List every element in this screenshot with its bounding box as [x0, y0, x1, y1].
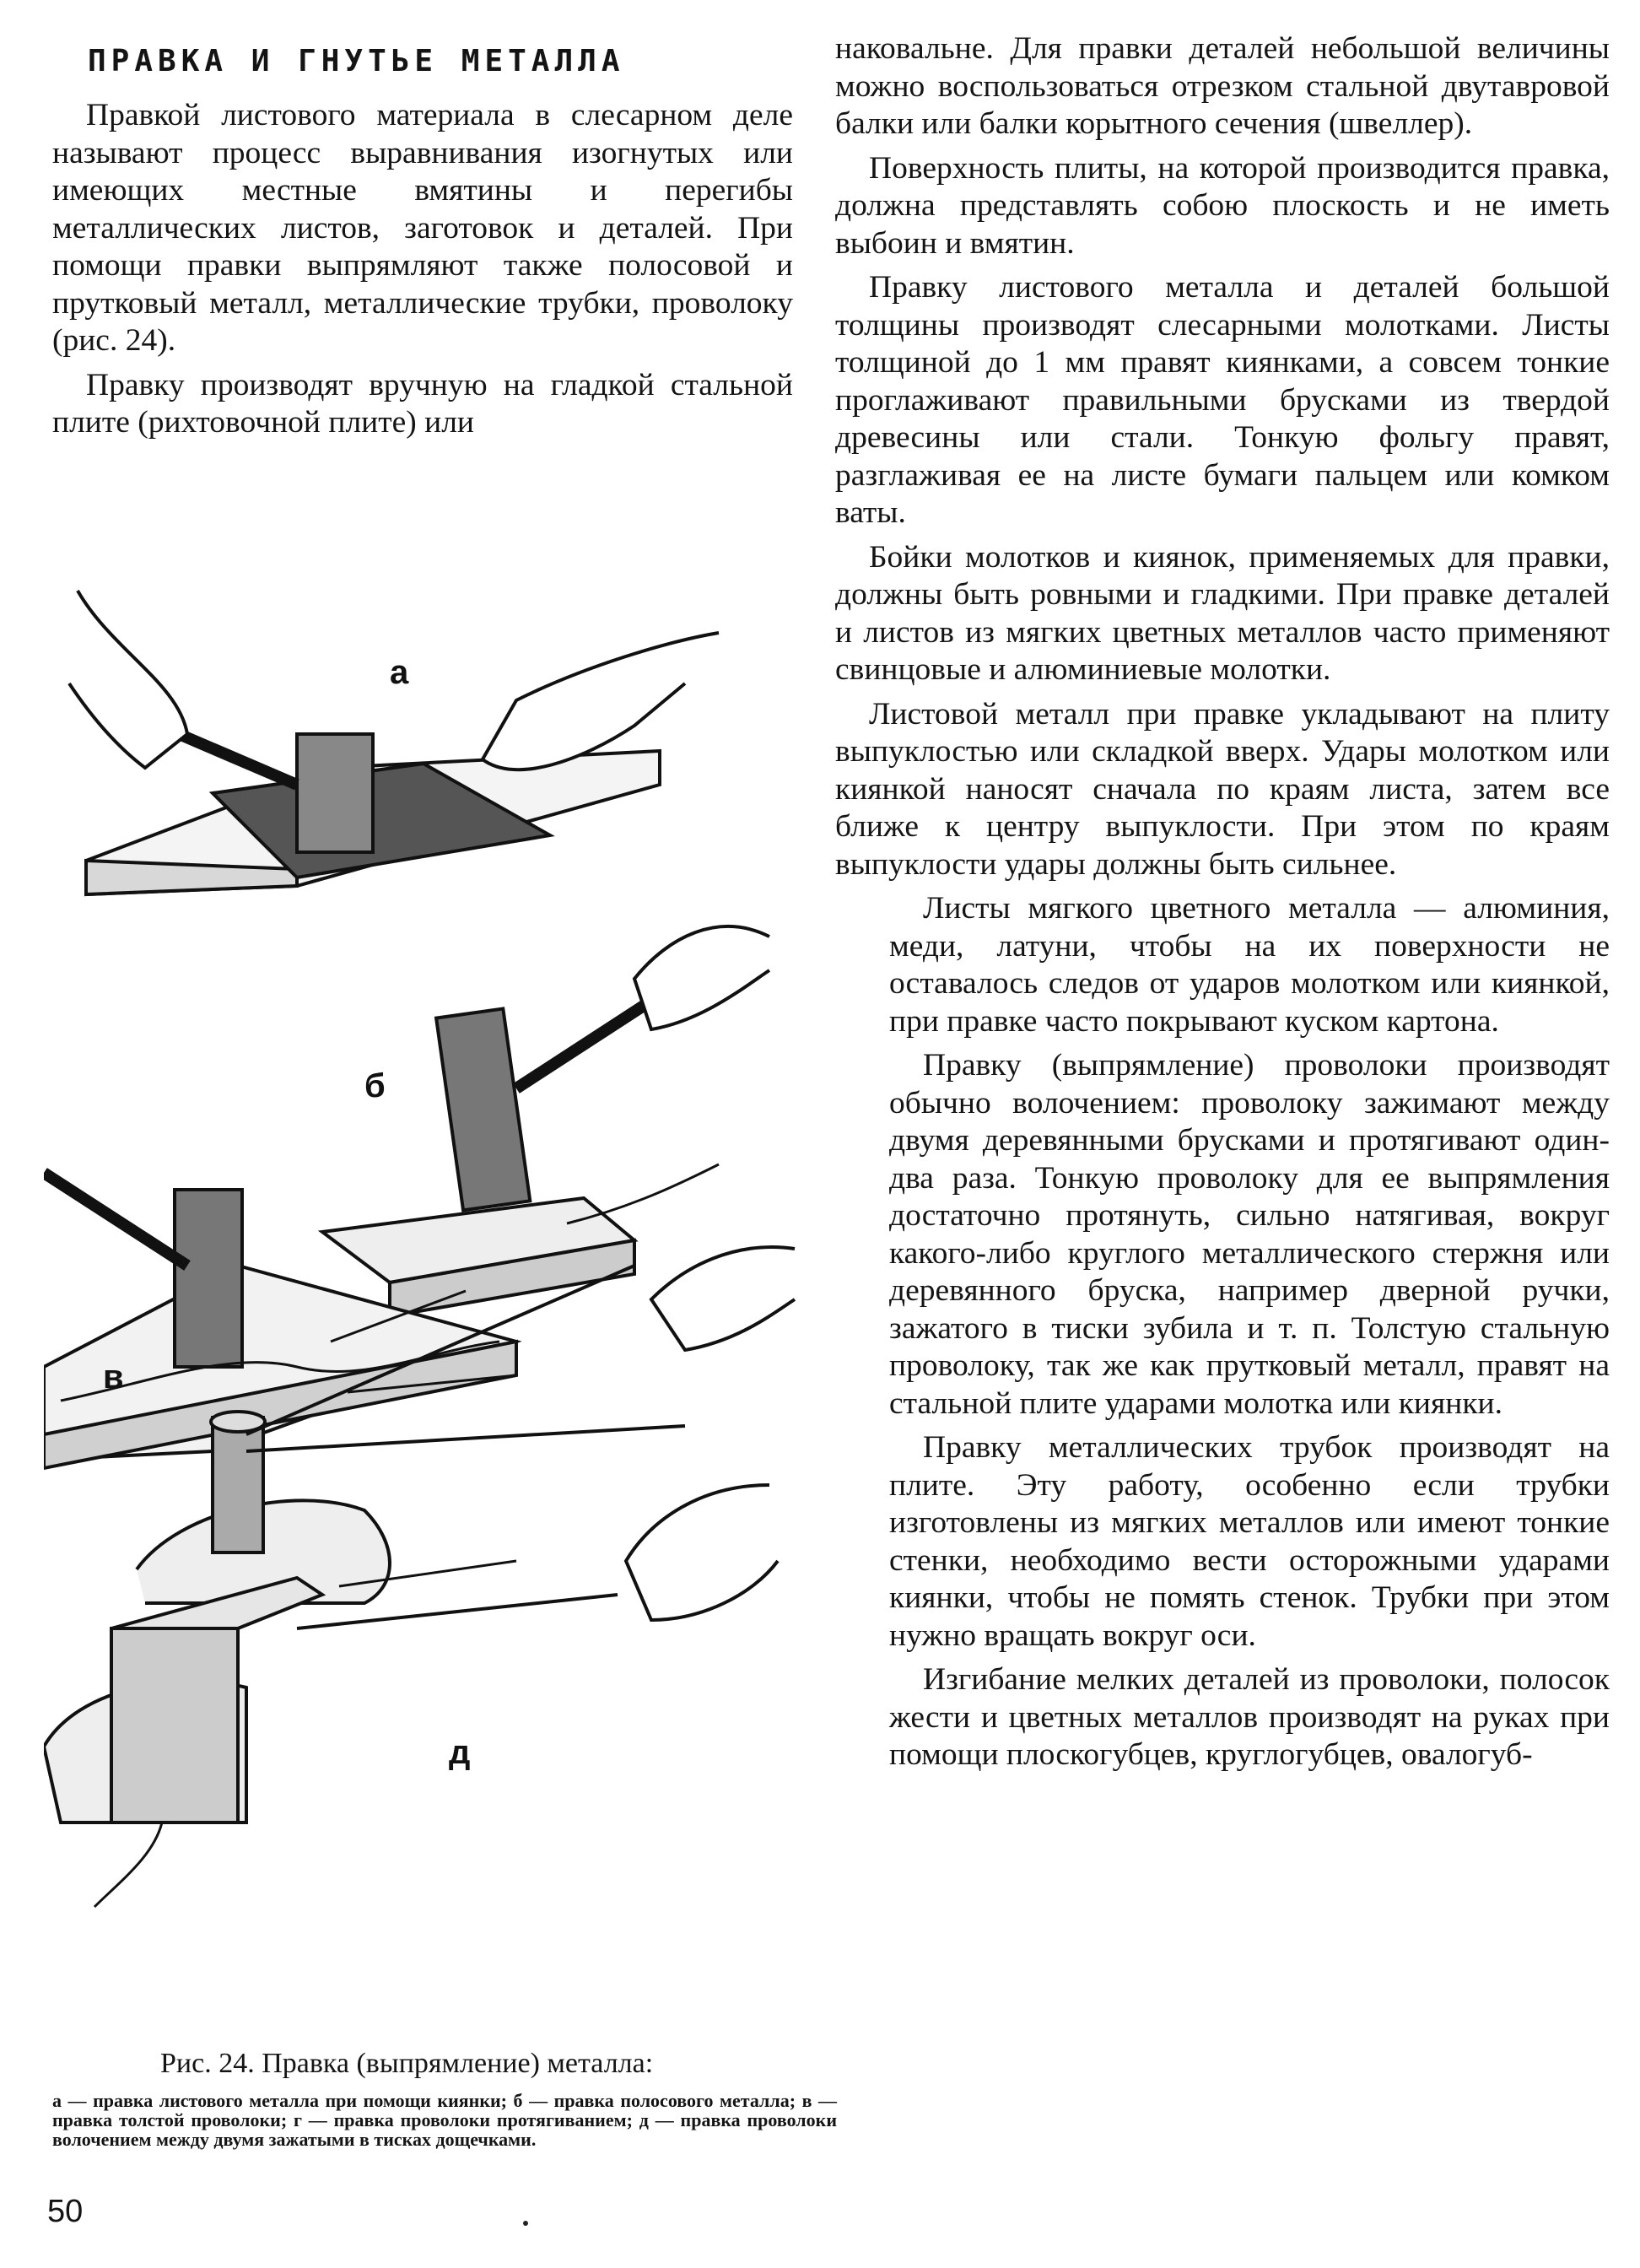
- paragraph: Правкой листового материала в слесарном деле называют процесс выравнивания изогнутых или имеющих местные вмятины и перегибы металлических листов, заготовок и деталей. При помощи правки выпрямляют также полосовой и прутковый металл, металлические трубки, проволоку (рис. 24).: [52, 98, 793, 358]
- paragraph: Правку металлических трубок производят на плите. Эту работу, особенно если трубки изготовлены из мягких металлов или имеют тонкие стенки, необходимо вести осторожными ударами киянки, чтобы не помять стенок. Трубки при этом нужно вращать вокруг оси.: [889, 1430, 1610, 1653]
- paragraph: Правку листового металла и деталей большой толщины производят слесарными молотками. Листы толщиной до 1 мм правят киянками, а совсем тонкие проглаживают правильными брусками из твердой древесины или стали. Тонкую фольгу правят, разглаживая ее на листе бумаги пальцем или комком ваты.: [835, 270, 1610, 530]
- paragraph: Листовой металл при правке укладывают на плиту выпуклостью или складкой вверх. Удары молотком или киянкой наносят сначала по краям листа, затем все ближе к центру выпуклости. При этом по краям выпуклости удары должны быть сильнее.: [835, 696, 1610, 882]
- page-title: ПРАВКА И ГНУТЬЕ МЕТАЛЛА: [88, 44, 625, 78]
- figure-label-a: а: [390, 654, 409, 691]
- paragraph: Листы мягкого цветного металла — алюминия, меди, латуни, чтобы на их поверхности не оставалось следов от ударов молотком или киянкой, при правке часто покрывают куском картона.: [889, 891, 1610, 1039]
- figure-caption-notes: а — правка листового металла при помощи киянки; б — правка полосового металла; в — правка толстой проволоки; г — правка проволоки протягиванием; д — правка проволоки волочением между двумя зажатыми в тисках дощечками.: [52, 2090, 837, 2150]
- figure-label-d: д: [449, 1734, 471, 1771]
- left-column: [52, 44, 793, 449]
- paragraph: Правку (выпрямление) проволоки производят обычно волочением: проволоку зажимают между двумя деревянными брусками и протягивают один-два раза. Тонкую проволоку для ее выпрямления достаточно протянуть, сильно натягивая, вокруг какого-либо круглого металлического стержня или деревянного бруска, например дверной ручки, зажатого в тиски зубила и т. п. Толстую стальную проволоку, так же как прутковый металл, правят на стальной плите ударами молотка или киянки.: [889, 1048, 1610, 1421]
- metal-straightening-drawing: [44, 540, 803, 2017]
- print-dot-mark: [523, 2221, 528, 2226]
- illustration-a: [69, 591, 719, 894]
- paragraph: Изгибание мелких деталей из проволоки, полосок жести и цветных металлов производят на руках при помощи плоскогубцев, круглогубцев, овалогуб-: [889, 1662, 1610, 1772]
- narrow-text-block: [889, 890, 1610, 1774]
- page-number: 50: [47, 2194, 84, 2229]
- paragraph: Правку производят вручную на гладкой стальной плите (рихтовочной плите) или: [52, 367, 793, 440]
- paragraph: Бойки молотков и киянок, применяемых для правки, должны быть ровными и гладкими. При правке деталей и листов из мягких цветных металлов часто применяют свинцовые и алюминиевые молотки.: [835, 539, 1610, 687]
- figure-24-illustration: [44, 540, 803, 2017]
- right-column: [835, 30, 1610, 1781]
- illustration-b: [322, 926, 769, 1316]
- paragraph: Поверхность плиты, на которой производится правка, должна представлять собою плоскость и не иметь выбоин и вмятин.: [835, 150, 1610, 261]
- paragraph: наковальне. Для правки деталей небольшой величины можно воспользоваться отрезком стальной двутавровой балки или балки корытного сечения (швеллер).: [835, 31, 1610, 141]
- figure-caption-title: Рис. 24. Правка (выпрямление) металла:: [160, 2048, 654, 2079]
- figure-label-v: в: [103, 1358, 124, 1396]
- figure-label-b: б: [364, 1067, 386, 1104]
